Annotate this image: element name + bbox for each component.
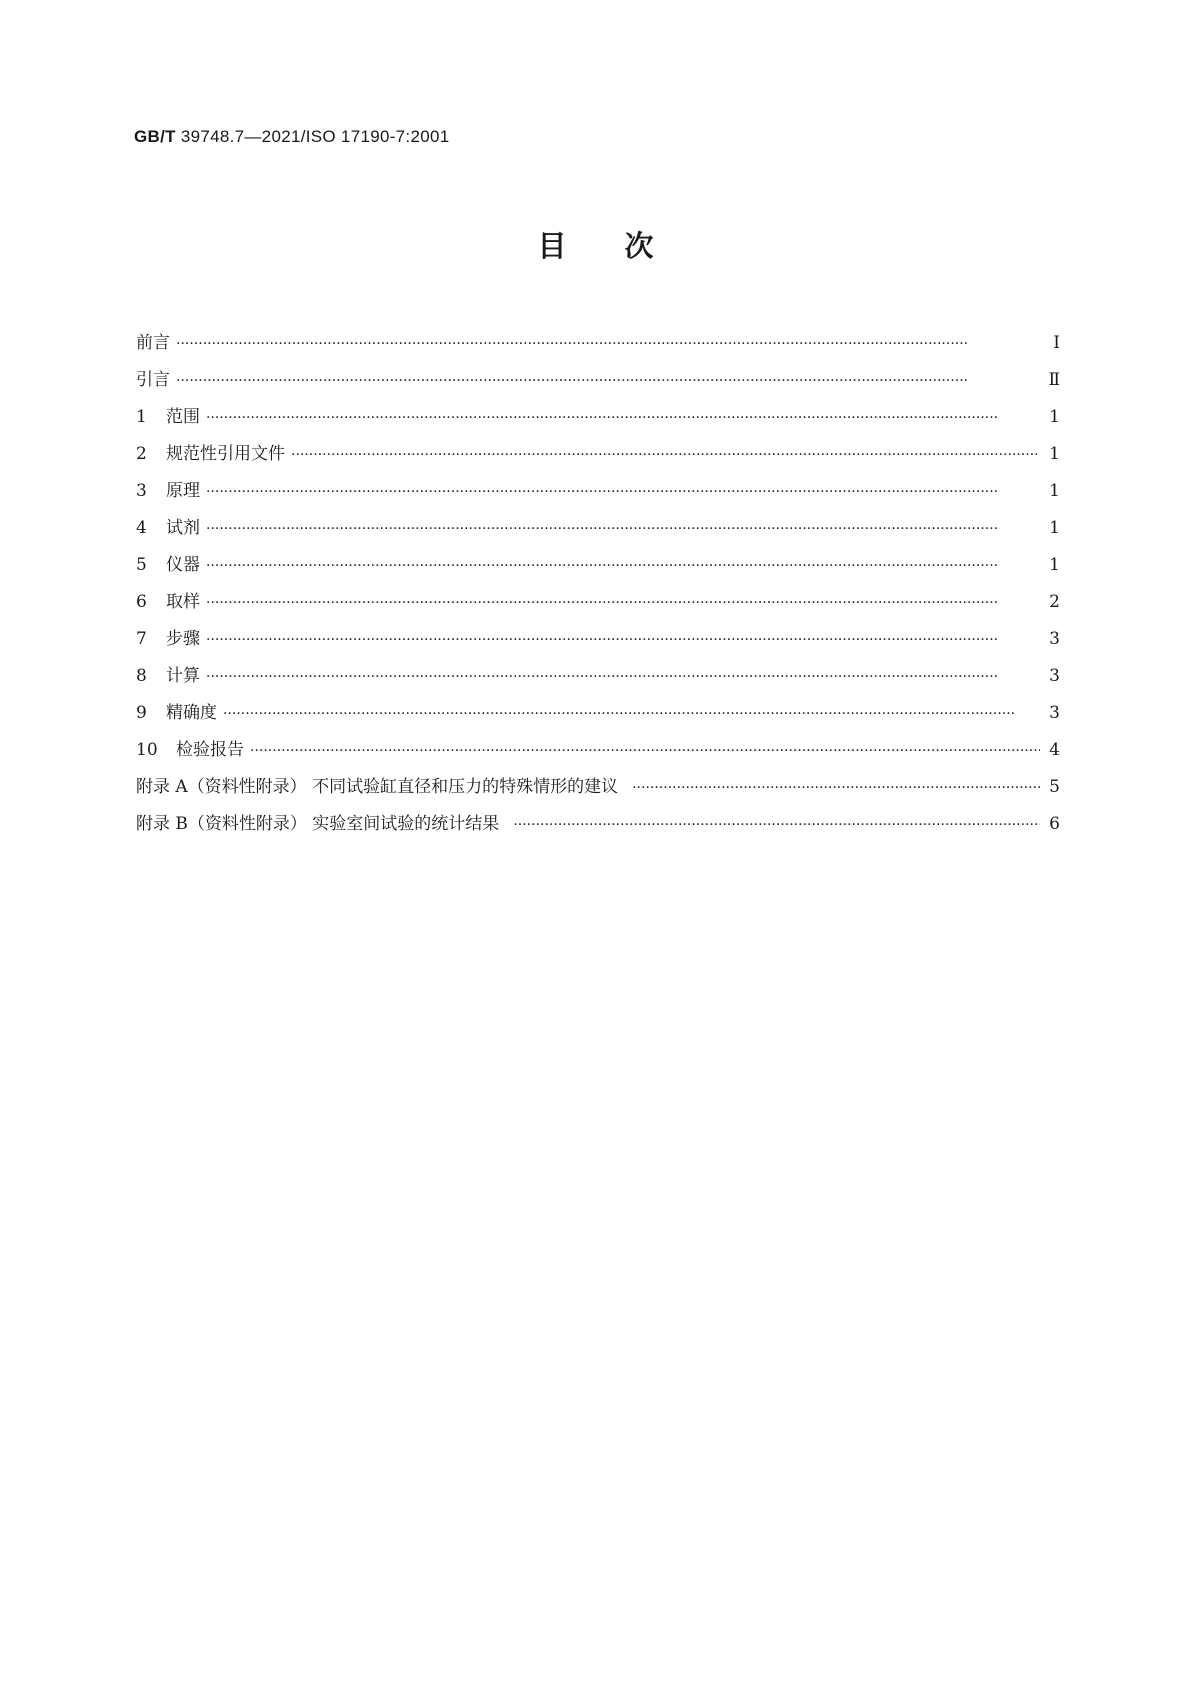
toc-leader-dots	[206, 521, 1040, 537]
toc-page-number: 3	[1049, 666, 1060, 686]
toc-leader-dots	[206, 410, 1040, 426]
toc-entry-5[interactable]	[136, 550, 1060, 587]
toc-leader-dots	[206, 558, 1040, 574]
toc-page-number: 1	[1049, 444, 1060, 464]
toc-entry-6[interactable]	[136, 587, 1060, 624]
toc-page-number: 3	[1049, 629, 1060, 649]
toc-entry-label: 规范性引用文件	[166, 444, 285, 464]
toc-entry-introduction[interactable]	[136, 365, 1060, 402]
toc-entry-label: 步骤	[166, 629, 200, 649]
toc-leader-dots	[632, 780, 1040, 796]
toc-entry-9[interactable]	[136, 698, 1060, 735]
toc-entry-label: 取样	[166, 592, 200, 612]
toc-page-number: 5	[1049, 777, 1060, 797]
toc-entry-label: 前言	[136, 333, 170, 353]
toc-entry-number: 10	[136, 740, 158, 760]
toc-entry-label: 仪器	[166, 555, 200, 575]
toc-entry-appendix-a[interactable]	[136, 772, 1060, 809]
toc-page-number: 1	[1049, 555, 1060, 575]
toc-entry-number: 1	[136, 407, 147, 427]
standard-prefix: GB/T	[134, 127, 176, 146]
toc-page-number: 2	[1049, 592, 1060, 612]
toc-entry-label: 附录 B（资料性附录） 实验室间试验的统计结果	[136, 814, 500, 834]
toc-entry-7[interactable]	[136, 624, 1060, 661]
toc-page-number: 1	[1049, 481, 1060, 501]
toc-leader-dots	[206, 632, 1040, 648]
standard-identifier: 39748.7—2021/ISO 17190-7:2001	[175, 127, 450, 146]
toc-page-number: 3	[1049, 703, 1060, 723]
toc-leader-dots	[513, 817, 1040, 833]
toc-page-number: Ⅱ	[1048, 370, 1060, 390]
toc-entry-2[interactable]	[136, 439, 1060, 476]
toc-entry-label: 检验报告	[176, 740, 244, 760]
toc-entry-label: 计算	[166, 666, 200, 686]
toc-entry-3[interactable]	[136, 476, 1060, 513]
toc-page-number: 1	[1049, 518, 1060, 538]
toc-leader-dots	[206, 484, 1040, 500]
page-title: 目次	[537, 229, 712, 263]
toc-leader-dots	[176, 373, 1040, 389]
toc-page-number: 6	[1049, 814, 1060, 834]
toc-leader-dots	[223, 706, 1040, 722]
toc-entry-4[interactable]	[136, 513, 1060, 550]
toc-leader-dots	[250, 743, 1040, 759]
toc-leader-dots	[176, 336, 1040, 352]
toc-entry-number: 3	[136, 481, 147, 501]
toc-entry-1[interactable]	[136, 402, 1060, 439]
toc-entry-label: 引言	[136, 370, 170, 390]
toc-entry-label: 精确度	[166, 703, 217, 723]
toc-page-number: 1	[1049, 407, 1060, 427]
toc-entry-number: 4	[136, 518, 147, 538]
toc-entry-label: 范围	[166, 407, 200, 427]
table-of-contents	[136, 328, 1060, 846]
toc-entry-number: 7	[136, 629, 147, 649]
toc-page-number: Ⅰ	[1053, 333, 1060, 353]
toc-entry-number: 8	[136, 666, 147, 686]
toc-entry-number: 6	[136, 592, 147, 612]
toc-entry-8[interactable]	[136, 661, 1060, 698]
toc-entry-number: 5	[136, 555, 147, 575]
standard-number	[134, 127, 449, 147]
toc-entry-label: 原理	[166, 481, 200, 501]
toc-entry-label: 附录 A（资料性附录） 不同试验缸直径和压力的特殊情形的建议	[136, 777, 619, 797]
toc-entry-10[interactable]	[136, 735, 1060, 772]
toc-entry-appendix-b[interactable]	[136, 809, 1060, 846]
toc-entry-number: 9	[136, 703, 147, 723]
toc-leader-dots	[206, 669, 1040, 685]
toc-page-number: 4	[1049, 740, 1060, 760]
toc-entry-number: 2	[136, 444, 147, 464]
toc-leader-dots	[291, 447, 1040, 463]
toc-entry-foreword[interactable]	[136, 328, 1060, 365]
toc-leader-dots	[206, 595, 1040, 611]
toc-entry-label: 试剂	[166, 518, 200, 538]
